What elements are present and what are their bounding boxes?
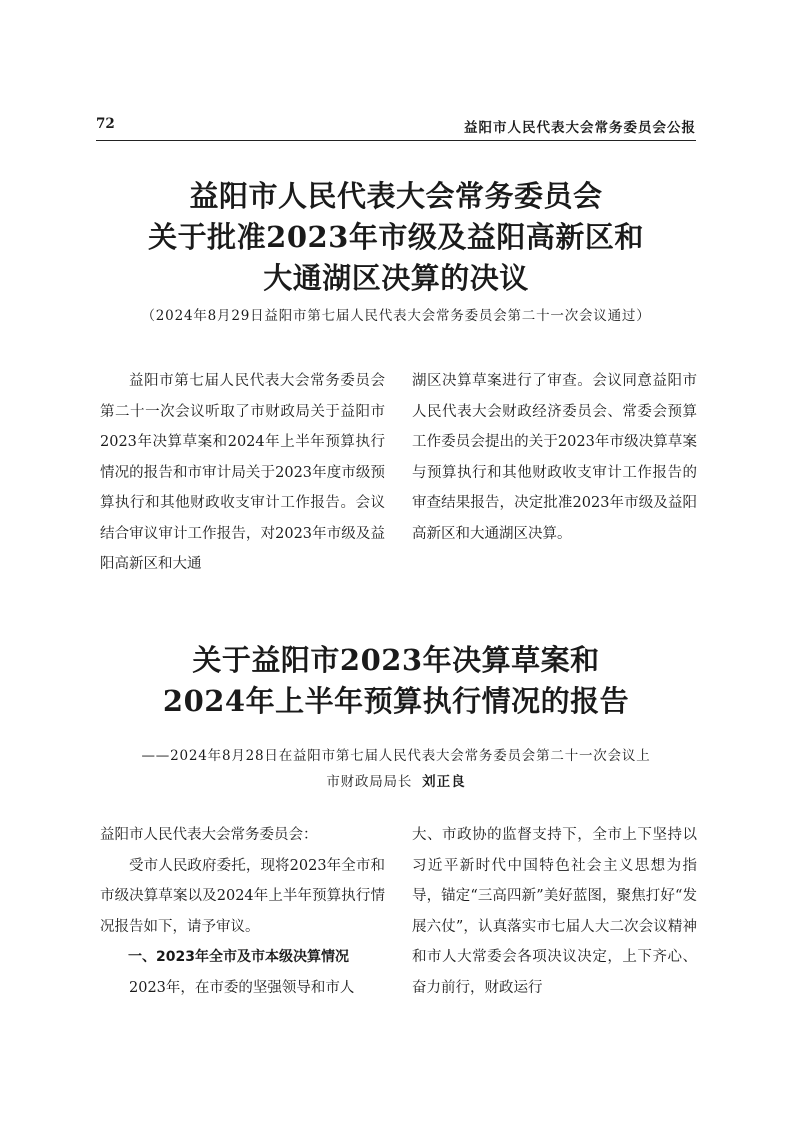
resolution-body-left (100, 366, 385, 580)
resolution-title (96, 176, 696, 299)
report-body-left (100, 820, 385, 1003)
page-header (96, 116, 696, 136)
section-heading: 一、2023年全市及市本级决算情况 (128, 949, 349, 965)
author-role: 市财政局局长 (326, 774, 413, 790)
report-title (96, 640, 696, 722)
report-subtitle: ——2024年8月28日在益阳市第七届人民代表大会常务委员会第二十一次会议上 (141, 748, 651, 764)
resolution-title-line: 关于批准2023年市级及益阳高新区和 (148, 220, 644, 254)
report-title-line: 关于益阳市2023年决算草案和 (192, 643, 600, 677)
resolution-paragraph-continued: 湖区决算草案进行了审查。会议同意益阳市人民代表大会财政经济委员会、常委会预算工作委员会提出的关于2023年市级决算草案与预算执行和其他财政收支审计工作报告的审查结果报告，决定批准2023年市级及益阳高新区和大通湖区决算。 (412, 373, 697, 542)
resolution-body-right (412, 366, 697, 549)
report-title-line: 2024年上半年预算执行情况的报告 (162, 684, 630, 718)
report-body-right (412, 820, 697, 1003)
resolution-subtitle: （2024年8月29日益阳市第七届人民代表大会常务委员会第二十一次会议通过） (141, 308, 651, 324)
report-author-line (96, 770, 696, 790)
resolution-title-line: 大通湖区决算的决议 (263, 261, 529, 295)
page-number: 72 (96, 116, 115, 132)
resolution-title-line: 益阳市人民代表大会常务委员会 (189, 179, 603, 213)
resolution-paragraph: 益阳市第七届人民代表大会常务委员会第二十一次会议听取了市财政局关于益阳市2023年决算草案和2024年上半年预算执行情况的报告和市审计局关于2023年度市级预算执行和其他财政收支审计工作报告。会议结合审议审计工作报告，对2023年市级及益阳高新区和大通 (100, 373, 385, 572)
header-rule (96, 140, 696, 141)
salutation: 益阳市人民代表大会常务委员会： (100, 827, 318, 843)
author-name: 刘正良 (422, 774, 466, 790)
journal-title: 益阳市人民代表大会常务委员会公报 (464, 120, 696, 136)
section-paragraph: 2023年，在市委的坚强领导和市人 (129, 979, 355, 996)
section-paragraph-continued: 大、市政协的监督支持下，全市上下坚持以习近平新时代中国特色社会主义思想为指导，锚定“三高四新”美好蓝图，聚焦打好“发展六仗”，认真落实市七届人大二次会议精神和市人大常委会各项决议决定，上下齐心、奋力前行，财政运行 (412, 827, 697, 996)
intro-paragraph: 受市人民政府委托，现将2023年全市和市级决算草案以及2024年上半年预算执行情况报告如下，请予审议。 (100, 857, 385, 935)
